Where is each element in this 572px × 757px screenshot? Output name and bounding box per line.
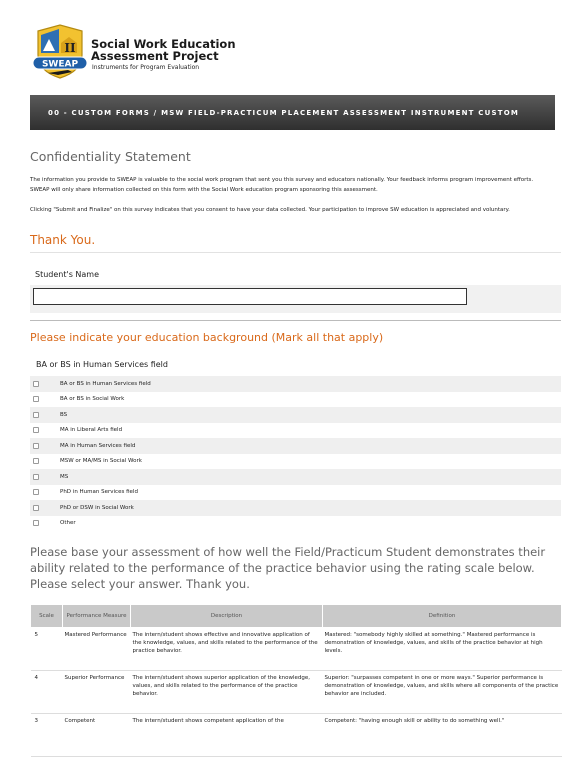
checkbox[interactable]	[33, 458, 39, 464]
education-field-label: BA or BS in Human Services field	[36, 360, 168, 369]
measure-cell: Competent	[63, 714, 131, 757]
sweap-wordmark: SWEAP	[41, 59, 79, 70]
description-cell: The intern/student shows superior application of the knowledge, values, and skills related to the performance of the practice behavior.	[131, 671, 323, 714]
checkbox[interactable]	[33, 489, 39, 495]
col-header-scale: Scale	[31, 605, 63, 628]
student-name-input[interactable]	[33, 288, 467, 305]
education-option[interactable]	[30, 454, 561, 470]
education-option-label: BA or BS in Human Services field	[60, 380, 151, 387]
col-header-description: Description	[131, 605, 323, 628]
rating-instructions: Please base your assessment of how well the Field/Practicum Student demonstrates their ability related to the performance of the practice behavior using the rating scale below. Please select your answer. Thank you.	[30, 545, 546, 591]
definition-cell: Superior: "surpasses competent in one or more ways." Superior performance is demonstration of knowledge, values, and skills where all components of the practice behavior are included.	[323, 671, 562, 714]
measure-cell: Mastered Performance	[63, 628, 131, 671]
education-option[interactable]	[30, 469, 561, 485]
education-option[interactable]	[30, 376, 561, 392]
checkbox[interactable]	[33, 381, 39, 387]
education-option-label: MSW or MA/MS in Social Work	[60, 458, 142, 465]
student-name-label: Student's Name	[35, 270, 100, 279]
education-option-label: Other	[60, 520, 76, 527]
form-title-banner	[30, 95, 555, 130]
col-header-measure: Performance Measure	[63, 605, 131, 628]
confidentiality-para-1: The information you provide to SWEAP is valuable to the social work program that sent you this survey and educators nationally. Your feedback informs program improvement efforts. SWEAP will only share information collected on this form with the Social Work education program sponsoring this assessment.	[30, 177, 534, 193]
education-option-label: MA in Human Services field	[60, 442, 136, 449]
checkbox[interactable]	[33, 443, 39, 449]
education-option[interactable]	[30, 438, 561, 454]
divider	[30, 320, 561, 321]
confidentiality-heading: Confidentiality Statement	[30, 149, 191, 164]
education-option-label: MA in Liberal Arts field	[60, 427, 123, 434]
table-row	[31, 671, 562, 714]
table-header-row	[31, 605, 562, 628]
education-option[interactable]	[30, 500, 561, 516]
education-option-label: MS	[60, 473, 69, 480]
definition-cell: Mastered: "somebody highly skilled at something." Mastered performance is demonstration of knowledge, values, and skills of the practice behavior at high levels.	[323, 628, 562, 671]
education-option[interactable]	[30, 485, 561, 501]
education-option[interactable]	[30, 407, 561, 423]
site-header	[0, 0, 572, 92]
checkbox[interactable]	[33, 427, 39, 433]
description-cell: The intern/student shows competent application of the	[131, 714, 323, 757]
checkbox[interactable]	[33, 412, 39, 418]
scale-cell: 4	[31, 671, 63, 714]
checkbox[interactable]	[33, 474, 39, 480]
table-row	[31, 714, 562, 757]
thank-you-text: Thank You.	[30, 233, 96, 247]
student-name-row	[30, 285, 561, 313]
education-option[interactable]	[30, 392, 561, 408]
shield-numeral: II	[64, 41, 76, 55]
education-option-label: PhD in Human Services field	[60, 489, 138, 496]
description-cell: The intern/student shows effective and innovative application of the knowledge, values, and skills related to the performance of the practice behavior.	[131, 628, 323, 671]
org-name-line1: Social Work Education	[91, 37, 236, 51]
education-option-label: BA or BS in Social Work	[60, 396, 125, 403]
col-header-definition: Definition	[323, 605, 562, 628]
confidentiality-para-2: Clicking "Submit and Finalize" on this survey indicates that you consent to have your data collected. Your participation to improve SW education is appreciated and voluntary.	[30, 207, 510, 213]
education-option[interactable]	[30, 423, 561, 439]
table-row	[31, 628, 562, 671]
org-name	[91, 38, 236, 62]
education-option-label: PhD or DSW in Social Work	[60, 504, 134, 511]
org-name-line2: Assessment Project	[91, 49, 219, 63]
checkbox[interactable]	[33, 396, 39, 402]
education-prompt: Please indicate your education background (Mark all that apply)	[30, 331, 384, 344]
sweap-shield-logo	[33, 23, 87, 79]
form-title: 00 - CUSTOM FORMS / MSW FIELD-PRACTICUM PLACEMENT ASSESSMENT INSTRUMENT CUSTOM	[48, 108, 520, 117]
measure-cell: Superior Performance	[63, 671, 131, 714]
scale-cell: 5	[31, 628, 63, 671]
education-option-label: BS	[60, 411, 68, 418]
rating-scale-table	[30, 604, 562, 757]
divider	[30, 252, 561, 253]
education-option[interactable]	[30, 516, 561, 532]
checkbox[interactable]	[33, 505, 39, 511]
org-tagline: Instruments for Program Evaluation	[92, 64, 200, 71]
scale-cell: 3	[31, 714, 63, 757]
definition-cell: Competent: "having enough skill or ability to do something well."	[323, 714, 562, 757]
checkbox[interactable]	[33, 520, 39, 526]
